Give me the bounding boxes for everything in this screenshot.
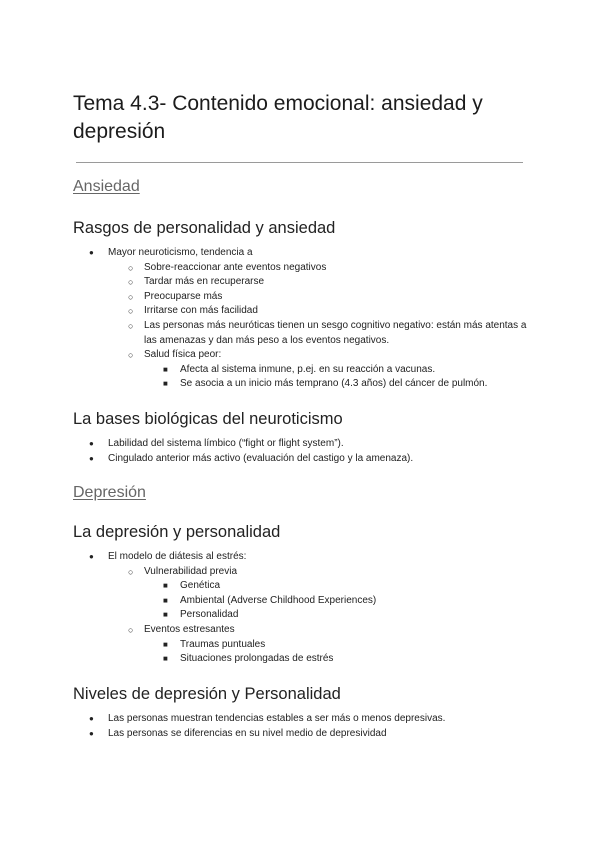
list-item: ● Las personas se diferencias en su nivel medio de depresividad xyxy=(0,727,445,742)
list-diatesis xyxy=(0,550,376,667)
bullet-square-icon: ■ xyxy=(163,379,168,389)
list-niveles-depresion xyxy=(0,712,445,741)
list-item: ○ Vulnerabilidad previa xyxy=(0,565,376,580)
bullet-circle-icon: ○ xyxy=(128,566,134,577)
subheading-bases-biologicas: La bases biológicas del neuroticismo xyxy=(73,410,343,428)
bullet-circle-icon: ○ xyxy=(128,320,134,331)
bullet-circle-icon: ○ xyxy=(128,262,134,273)
bullet-disc-icon: ● xyxy=(89,453,94,463)
list-item: ■ Afecta al sistema inmune, p.ej. en su reacción a vacunas. xyxy=(0,363,534,378)
bullet-disc-icon: ● xyxy=(89,439,94,448)
bullet-circle-icon: ○ xyxy=(128,277,134,288)
bullet-disc-icon: ● xyxy=(89,552,94,561)
list-item: ● El modelo de diátesis al estrés: xyxy=(0,550,376,565)
list-item: ○ Salud física peor: xyxy=(0,348,534,363)
bullet-square-icon: ■ xyxy=(163,639,168,649)
list-item: ■ Situaciones prolongadas de estrés xyxy=(0,652,376,667)
list-item: ■ Genética xyxy=(0,579,376,594)
list-item: ○ Sobre-reaccionar ante eventos negativos xyxy=(0,261,534,276)
bullet-circle-icon: ○ xyxy=(128,350,134,361)
subheading-niveles-depresion: Niveles de depresión y Personalidad xyxy=(73,685,341,703)
list-item: ○ Las personas más neuróticas tienen un sesgo cognitivo negativo: están más atentas a las amenazas y dan más peso a los eventos negativos. xyxy=(128,319,527,346)
list-item: ■ Personalidad xyxy=(0,608,376,623)
list-item: ○ Eventos estresantes xyxy=(0,623,376,638)
list-bases-biologicas xyxy=(0,437,413,466)
list-item: ■ Traumas puntuales xyxy=(0,638,376,653)
subheading-depresion-personalidad: La depresión y personalidad xyxy=(73,523,281,541)
list-item: ■ Se asocia a un inicio más temprano (4.3 años) del cáncer de pulmón. xyxy=(0,377,534,392)
list-item: ○ Tardar más en recuperarse xyxy=(0,275,534,290)
list-item: ■ Ambiental (Adverse Childhood Experiences) xyxy=(0,594,376,609)
section-heading-ansiedad: Ansiedad xyxy=(73,178,140,195)
bullet-square-icon: ■ xyxy=(163,364,168,374)
subheading-rasgos: Rasgos de personalidad y ansiedad xyxy=(73,219,336,237)
bullet-circle-icon: ○ xyxy=(128,306,134,317)
section-heading-depresion: Depresión xyxy=(73,484,146,501)
horizontal-divider xyxy=(76,162,523,163)
bullet-circle-icon: ○ xyxy=(128,624,134,635)
list-item: ● Las personas muestran tendencias estables a ser más o menos depresivas. xyxy=(0,712,445,727)
bullet-square-icon: ■ xyxy=(163,610,168,620)
list-item: ○ Irritarse con más facilidad xyxy=(0,304,534,319)
list-item: ○ Preocuparse más xyxy=(0,290,534,305)
bullet-square-icon: ■ xyxy=(163,581,168,591)
list-item: ● Labilidad del sistema límbico (“fight or flight system”). xyxy=(0,437,413,452)
page-title: Tema 4.3- Contenido emocional: ansiedad y depresión xyxy=(73,92,483,143)
bullet-disc-icon: ● xyxy=(89,728,94,738)
list-item: ● Cingulado anterior más activo (evaluación del castigo y la amenaza). xyxy=(0,452,413,467)
list-item: ● Mayor neuroticismo, tendencia a xyxy=(0,246,534,261)
bullet-disc-icon: ● xyxy=(89,714,94,723)
bullet-square-icon: ■ xyxy=(163,595,168,605)
bullet-square-icon: ■ xyxy=(163,654,168,664)
bullet-circle-icon: ○ xyxy=(128,291,134,302)
list-rasgos xyxy=(0,246,534,392)
bullet-disc-icon: ● xyxy=(89,248,94,257)
